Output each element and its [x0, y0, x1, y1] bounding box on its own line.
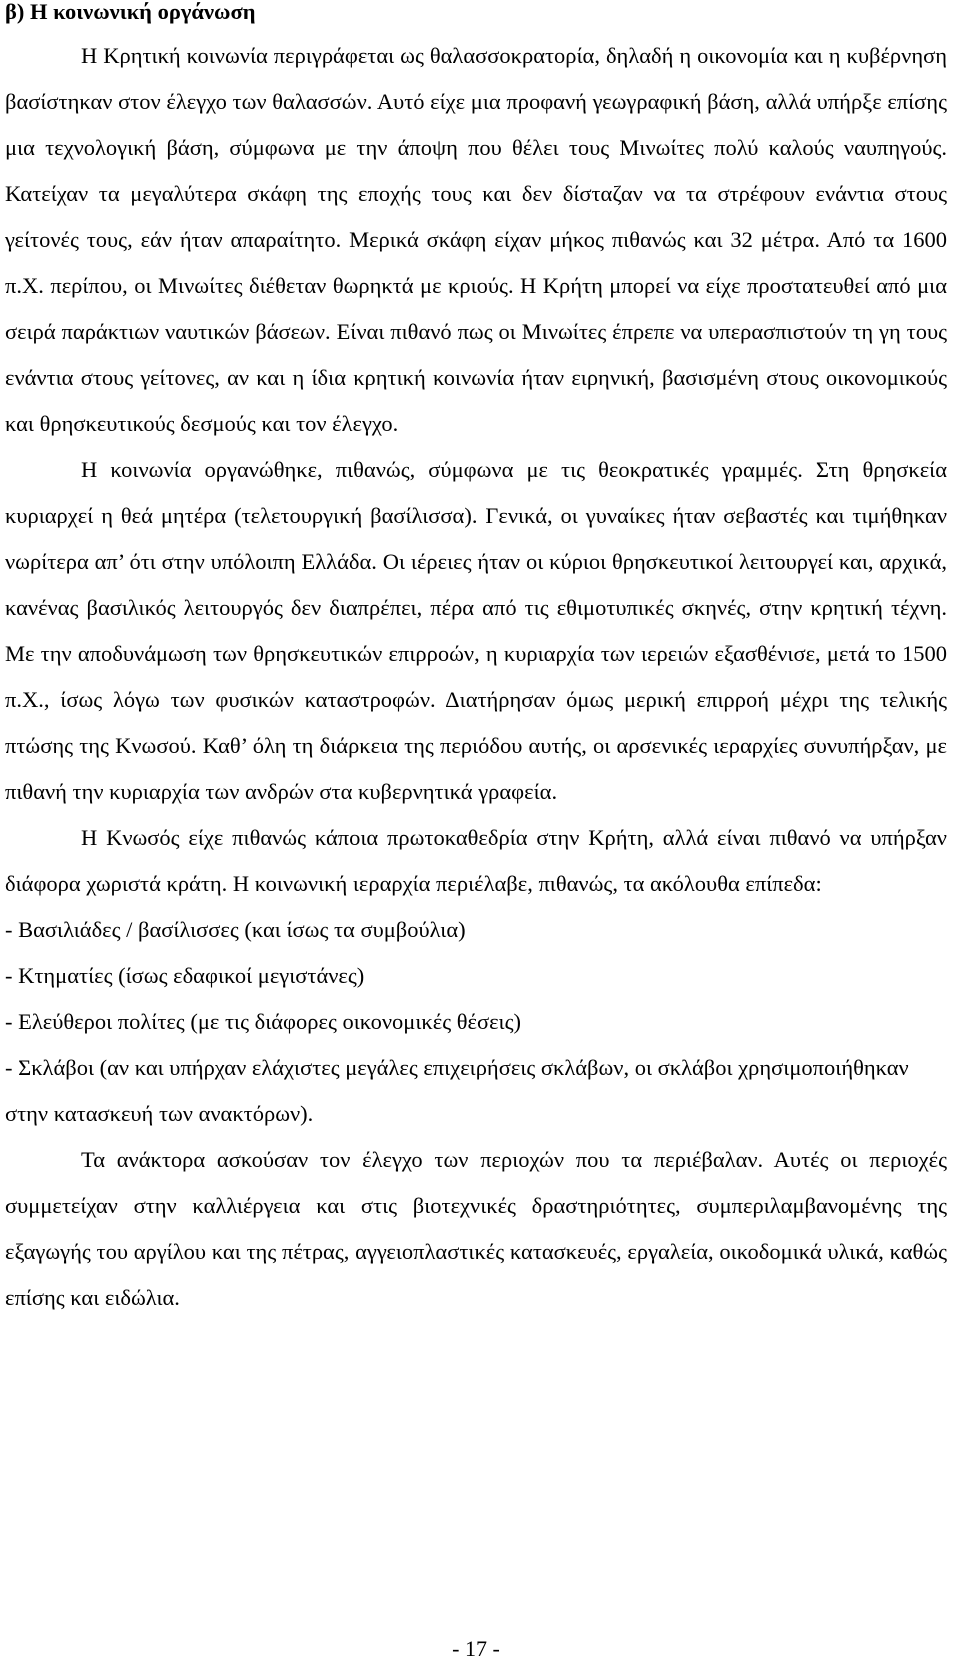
paragraph-text: Η κοινωνία οργανώθηκε, πιθανώς, σύμφωνα με τις θεοκρατικές γραμμές. Στη θρησκεία κυριαρχεί η θεά μητέρα (τελετουργική βασίλισσα). Γενικά, οι γυναίκες ήταν σεβαστές και τιμήθηκαν νωρίτερα απ’ ότι στην υπόλοιπη Ελλάδα. Οι ιέρειες ήταν οι κύριοι θρησκευτικοί λειτουργεί και, αρχικά, κανένας βασιλικός λειτουργός δεν διαπρέπει, πέρα από τις εθιμοτυπικές σκηνές, στην κρητική τέχνη. Με την αποδυνάμωση των θρησκευτικών επιρροών, η κυριαρχία των ιερειών εξασθένισε, μετά το 1500 π.Χ., ίσως λόγω των φυσικών καταστροφών. Διατήρησαν όμως μερική επιρροή μέχρι της τελικής πτώσης της Κνωσού. Καθ’ όλη τη διάρκεια της περιόδου αυτής, οι αρσενικές ιεραρχίες συνυπήρξαν, με πιθανή την κυριαρχία των ανδρών στα κυβερνητικά γραφεία.	[5, 457, 947, 804]
paragraph-palaces	[5, 1137, 947, 1321]
list-item: - Κτηματίες (ίσως εδαφικοί μεγιστάνες)	[5, 963, 365, 988]
page-number: - 17 -	[452, 1636, 500, 1661]
section-heading: β) Η κοινωνική οργάνωση	[5, 0, 256, 24]
paragraph-text: Η Κνωσός είχε πιθανώς κάποια πρωτοκαθεδρία στην Κρήτη, αλλά είναι πιθανό να υπήρξαν διάφορα χωριστά κράτη. Η κοινωνική ιεραρχία περιέλαβε, πιθανώς, τα ακόλουθα επίπεδα:	[5, 825, 947, 896]
social-hierarchy-list	[5, 907, 947, 1137]
paragraph-text: Η Κρητική κοινωνία περιγράφεται ως θαλασσοκρατορία, δηλαδή η οικονομία και η κυβέρνηση βασίστηκαν στον έλεγχο των θαλασσών. Αυτό είχε μια προφανή γεωγραφική βάση, αλλά υπήρξε επίσης μια τεχνολογική βάση, σύμφωνα με την άποψη που θέλει τους Μινωίτες πολύ καλούς ναυπηγούς. Κατείχαν τα μεγαλύτερα σκάφη της εποχής τους και δεν δίσταζαν να τα στρέφουν ενάντια στους γείτονές τους, εάν ήταν απαραίτητο. Μερικά σκάφη είχαν μήκος πιθανώς και 32 μέτρα. Από τα 1600 π.Χ. περίπου, οι Μινωίτες διέθεταν θωρηκτά με κριούς. Η Κρήτη μπορεί να είχε προστατευθεί από μια σειρά παράκτιων ναυτικών βάσεων. Είναι πιθανό πως οι Μινωίτες έπρεπε να υπερασπιστούν τη γη τους ενάντια στους γείτονες, αν και η ίδια κρητική κοινωνία ήταν ειρηνική, βασισμένη στους οικονομικούς και θρησκευτικούς δεσμούς και τον έλεγχο.	[5, 43, 947, 436]
list-item: - Ελεύθεροι πολίτες (με τις διάφορες οικονομικές θέσεις)	[5, 1009, 522, 1034]
paragraph-thalassocracy	[5, 33, 947, 447]
list-item: - Βασιλιάδες / βασίλισσες (και ίσως τα συμβούλια)	[5, 917, 466, 942]
paragraph-theocracy	[5, 447, 947, 815]
document-page	[5, 0, 947, 1661]
paragraph-text: Τα ανάκτορα ασκούσαν τον έλεγχο των περιοχών που τα περιέβαλαν. Αυτές οι περιοχές συμμετείχαν στην καλλιέργεια και στις βιοτεχνικές δραστηριότητες, συμπεριλαμβανομένης της εξαγωγής του αργίλου και της πέτρας, αγγειοπλαστικές κατασκευές, εργαλεία, οικοδομικά υλικά, καθώς επίσης και ειδώλια.	[5, 1147, 947, 1310]
list-item: - Σκλάβοι (αν και υπήρχαν ελάχιστες μεγάλες επιχειρήσεις σκλάβων, οι σκλάβοι χρησιμοποιήθηκαν στην κατασκευή των ανακτόρων).	[5, 1055, 909, 1126]
paragraph-knossos	[5, 815, 947, 907]
